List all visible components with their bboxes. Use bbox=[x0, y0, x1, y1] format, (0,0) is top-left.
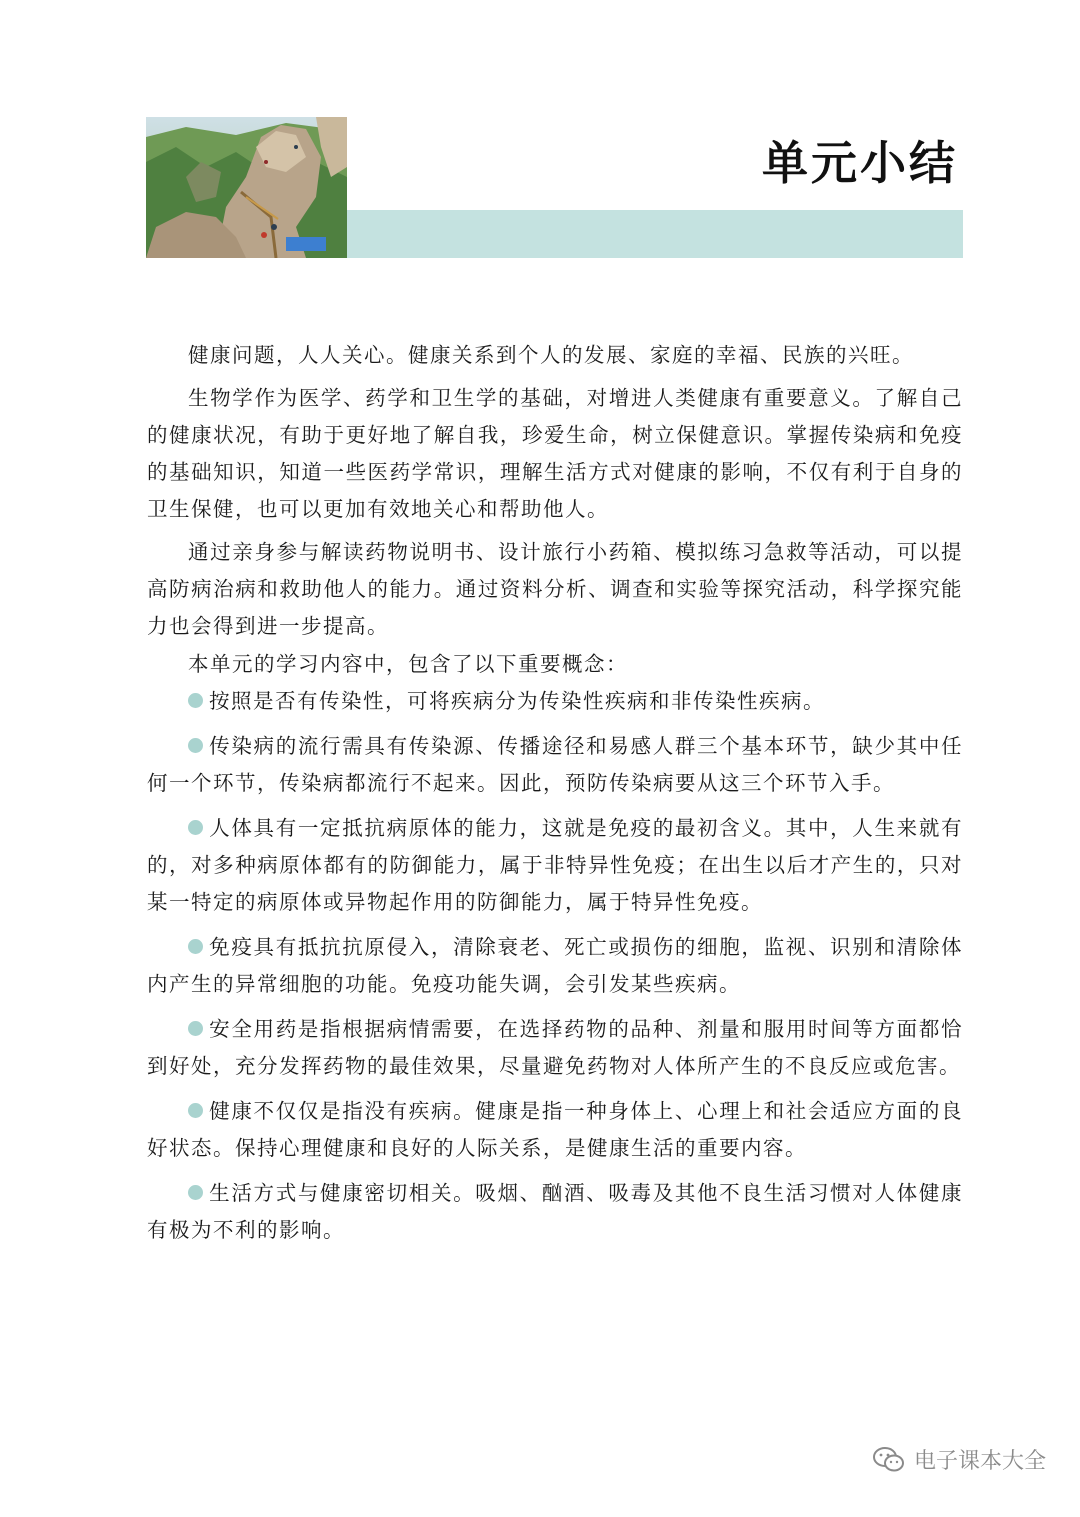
concept-text: 免疫具有抵抗抗原侵入，清除衰老、死亡或损伤的细胞，监视、识别和清除体内产生的异常细胞的功能。免疫功能失调，会引发某些疾病。 bbox=[147, 935, 963, 996]
concept-text: 健康不仅仅是指没有疾病。健康是指一种身体上、心理上和社会适应方面的良好状态。保持心理健康和良好的人际关系，是健康生活的重要内容。 bbox=[147, 1099, 963, 1160]
concept-item bbox=[147, 810, 963, 921]
bullet-dot-icon bbox=[188, 820, 203, 835]
bullet-dot-icon bbox=[188, 939, 203, 954]
intro-paragraph: 生物学作为医学、药学和卫生学的基础，对增进人类健康有重要意义。了解自己的健康状况，有助于更好地了解自我，珍爱生命，树立保健意识。掌握传染病和免疫的基础知识，知道一些医药学常识，理解生活方式对健康的影响，不仅有利于自身的卫生保健，也可以更加有效地关心和帮助他人。 bbox=[147, 386, 963, 521]
intro-paragraph: 本单元的学习内容中，包含了以下重要概念： bbox=[188, 652, 628, 676]
watermark-text: 电子课本大全 bbox=[913, 1449, 1046, 1474]
intro-paragraph: 通过亲身参与解读药物说明书、设计旅行小药箱、模拟练习急救等活动，可以提高防病治病和救助他人的能力。通过资料分析、调查和实验等探究活动，科学探究能力也会得到进一步提高。 bbox=[147, 540, 963, 638]
concept-text: 传染病的流行需具有传染源、传播途径和易感人群三个基本环节，缺少其中任何一个环节，传染病都流行不起来。因此，预防传染病要从这三个环节入手。 bbox=[147, 734, 963, 795]
concept-item bbox=[147, 1093, 963, 1167]
header-band bbox=[347, 210, 963, 258]
concept-item bbox=[147, 1175, 963, 1249]
watermark bbox=[872, 1444, 1046, 1475]
bullet-dot-icon bbox=[188, 1103, 203, 1118]
intro-paragraph: 健康问题，人人关心。健康关系到个人的发展、家庭的幸福、民族的兴旺。 bbox=[188, 343, 914, 367]
concept-item bbox=[147, 728, 963, 802]
concept-text: 生活方式与健康密切相关。吸烟、酗酒、吸毒及其他不良生活习惯对人体健康有极为不利的影响。 bbox=[147, 1181, 963, 1242]
page-title: 单元小结 bbox=[762, 136, 958, 190]
concept-text: 安全用药是指根据病情需要，在选择药物的品种、剂量和服用时间等方面都恰到好处，充分发挥药物的最佳效果，尽量避免药物对人体所产生的不良反应或危害。 bbox=[147, 1017, 963, 1078]
bullet-dot-icon bbox=[188, 1021, 203, 1036]
concept-text: 人体具有一定抵抗病原体的能力，这就是免疫的最初含义。其中，人生来就有的，对多种病原体都有的防御能力，属于非特异性免疫；在出生以后才产生的，只对某一特定的病原体或异物起作用的防御能力，属于特异性免疫。 bbox=[147, 816, 963, 914]
body-text bbox=[147, 337, 963, 1249]
concept-item bbox=[147, 683, 963, 720]
wechat-icon bbox=[872, 1446, 906, 1474]
bullet-dot-icon bbox=[188, 738, 203, 753]
concept-item bbox=[147, 1011, 963, 1085]
concept-item bbox=[147, 929, 963, 1003]
bullet-dot-icon bbox=[188, 693, 203, 708]
bullet-dot-icon bbox=[188, 1185, 203, 1200]
header-photo bbox=[146, 117, 347, 258]
concept-text: 按照是否有传染性，可将疾病分为传染性疾病和非传染性疾病。 bbox=[209, 689, 825, 713]
